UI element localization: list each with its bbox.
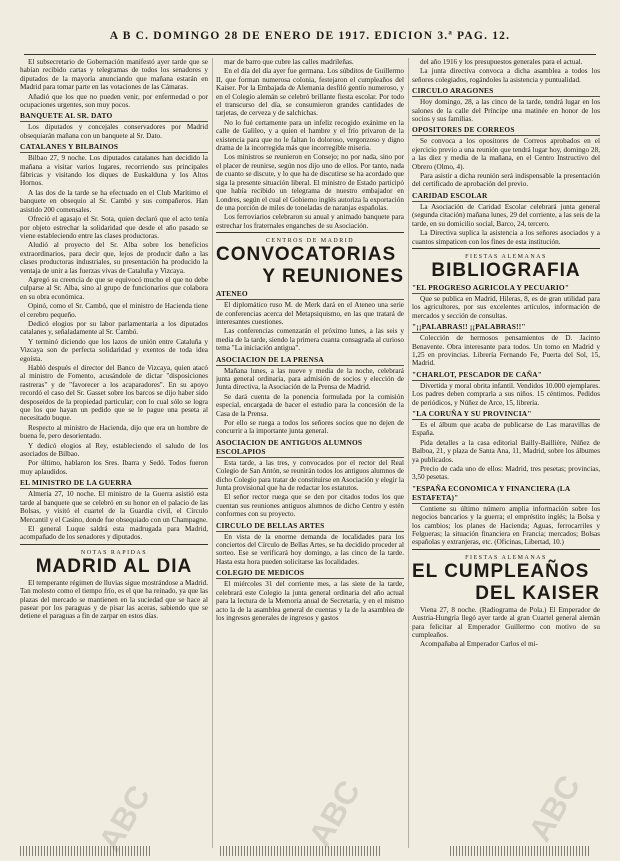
columns-container xyxy=(20,58,600,848)
article-paragraph: El miércoles 31 del corriente mes, a las siete de la tarde, celebrará este Colegio la junta general ordinaria del año actual para la lectura de la Memoria anual de Secretaría, y en el mismo acto la de la asamblea general de cuentas y la de la asamblea de los ingresos generales de ingresos y gastos xyxy=(216,580,404,622)
section-title: CONVOCATORIAS xyxy=(216,244,397,266)
article-paragraph: El subsecretario de Gobernación manifestó ayer tarde que se habían recibido cartas y telegramas de todos los senadores y diputados de la mayoría anunciando que mañana estarán en Madrid para tomar parte en las votaciones de las Cámaras. xyxy=(20,58,208,92)
column-1 xyxy=(20,58,208,848)
article-paragraph: Contiene su último número amplia información sobre los negocios bancarios y la guerra; el empréstito inglés; la Bolsa y los cambios; los planes de Hacienda; Aguas, ferrocarriles y Felgueras; la situación financiera en Francia; mercados; Bolsas españolas y extranjeras, etc. (Oficinas, Libertad, 10.) xyxy=(412,504,600,547)
article-paragraph: Los ministros se reunieron en Consejo; no por nada, sino por el placer de reunirse, según nos dijo uno de ellos. Por tanto, nada de cuanto se discute, y lo que ha de discutirse se ha acordado que siga la presente situación liberal. El ministro de Estado participó que había recibido un telegrama de nuestro embajador en Londres, según el cual el Gobierno inglés autoriza la exportación de una porción de miles de toneladas de naranjas españolas. xyxy=(216,153,404,212)
barcode-strip xyxy=(20,846,150,856)
section-kicker: CENTROS DE MADRID xyxy=(265,238,355,245)
section-heading: CIRCULO DE BELLAS ARTES xyxy=(216,521,404,532)
article-paragraph: Los diputados y concejales conservadores por Madrid obsequiarán mañana con un banquete al Sr. Dato. xyxy=(20,123,208,140)
section-heading: "ESPAÑA ECONOMICA Y FINANCIERA (LA ESTAFETA)" xyxy=(412,484,600,504)
masthead-line: A B C. DOMINGO 28 DE ENERO DE 1917. EDICION 3.ª PAG. 12. xyxy=(109,30,511,42)
watermark-text: ABC xyxy=(91,779,158,858)
article-paragraph: Viena 27, 8 noche. (Radiograma de Pola.) El Emperador de Austria-Hungría llegó ayer tarde al gran Cuartel general alemán para felicitar al Emperador Guillermo con motivo de su cumpleaños. xyxy=(412,605,600,640)
section-title: Y REUNIONES xyxy=(262,266,404,288)
section-heading: ATENEO xyxy=(216,289,404,300)
watermark-text: ABC xyxy=(301,774,368,853)
section-heading: "LA CORUÑA Y SU PROVINCIA" xyxy=(412,409,600,420)
article-paragraph: Dedicó elogios por su labor parlamentaria a los diputados catalanes y, señaladamente al Sr. Cambó. xyxy=(20,319,208,337)
section-heading: "CHARLOT, PESCADOR DE CAÑA" xyxy=(412,370,600,381)
column-2 xyxy=(216,58,404,848)
section-title: DEL KAISER xyxy=(475,582,600,604)
article-paragraph: Los ferroviarios celebraron su anual y animado banquete para estrechar los fraternales enganches de su Asociación. xyxy=(216,213,404,230)
article-paragraph: Añadió que los que no pueden venir, por enfermedad o por ocupaciones urgentes, son muy pocos. xyxy=(20,92,208,110)
article-paragraph: Agregó su creencia de que se equivocó mucho el que no debe culparse al Sr. Alba, sino al grupo de funcionarios que colabora en su obra económica. xyxy=(20,275,208,301)
section-title: MADRID AL DIA xyxy=(35,555,193,577)
article-paragraph: Opinó, como el Sr. Cambó, que el ministro de Hacienda tiene el cerebro pequeño. xyxy=(20,302,208,319)
article-paragraph: Almería 27, 10 noche. El ministro de la Guerra asistió esta tarde al banquete que se celebró en su honor en el palacio de las Bolsas, y visitó el cuartel de la Guardia civil, el Círculo Mercantil y el Casino, donde fue obsequiado con un Champagne. xyxy=(20,490,208,524)
article-paragraph: mar de barro que cubre las calles madrileñas. xyxy=(224,58,354,66)
article-paragraph: Precio de cada uno de ellos: Madrid, tres pesetas; provincias, 3,50 pesetas. xyxy=(412,465,600,482)
article-paragraph: Respecto al ministro de Hacienda, dijo que era un hombre de buena fe, pero desorientado. xyxy=(20,423,208,441)
column-divider xyxy=(212,58,213,848)
barcode-strip xyxy=(450,846,590,856)
article-paragraph: Esta tarde, a las tres, y convocados por el rector del Real Colegio de San Antón, se reunirán todos los antiguos alumnos de dicho Colegio para tratar de constituirse en Asociación y elegir la Junta provisional que ha de redactar los estatutos. xyxy=(216,458,404,493)
article-paragraph: Por último, hablaron los Sres. Ibarra y Sedó. Todos fueron muy aplaudidos. xyxy=(20,459,208,476)
article-paragraph: Se convoca a los opositores de Correos aprobados en el ejercicio previo a una reunión que tendrá lugar hoy, domingo 28, a las diez y media de la mañana, en el Centro Instructivo del Obrero (Olmo, 4). xyxy=(412,137,600,171)
section-heading: CATALANES Y BILBAINOS xyxy=(20,142,208,153)
section-heading: CARIDAD ESCOLAR xyxy=(412,191,600,202)
section-heading: ASOCIACION DE LA PRENSA xyxy=(216,355,404,366)
section-heading: "¡¡PALABRAS!! ¡¡PALABRAS!!" xyxy=(412,322,600,333)
article-paragraph: El temperante régimen de lluvias sigue mostrándose a Madrid. Tan molesto como el tiempo frío, es el que ha reinado, ya que las plazas del mercado se mantienen en la suciedad que se hace al pasear por los paraguas y de pisar las aceras, sabiendo que se detiene el paraguas a fin de zarpar en estos días. xyxy=(20,578,208,621)
section-heading: ASOCIACION DE ANTIGUOS ALUMNOS ESCOLAPIOS xyxy=(216,438,404,458)
section-heading: OPOSITORES DE CORREOS xyxy=(412,125,600,136)
article-paragraph: Que se publica en Madrid, Hileras, 8, es de gran utilidad para los agricultores, por sus excelentes artículos, información de mercados y sección de consultas. xyxy=(412,294,600,320)
article-paragraph: No lo fué certamente para un infeliz recogido exánime en la calle de Galileo, y a quien el hambre y el frío privaron de la existencia para que no le faltan lo doloroso, vergonzoso y digno drama de la incorregida más que incorregible miseria. xyxy=(216,118,404,153)
section-rule xyxy=(20,544,208,545)
section-title: BIBLIOGRAFIA xyxy=(431,259,581,281)
article-paragraph: La Asociación de Caridad Escolar celebrará junta general (segunda citación) mañana lunes, 29 del corriente, a las seis de la tarde, en su domicilio social, Barco, 24, tercero. xyxy=(412,202,600,228)
article-paragraph: Y dedicó elogios al Rey, estableciendo el saludo de los asociados de Bilbao. xyxy=(20,441,208,459)
article-paragraph: Acompañaba al Emperador Carlos el mi- xyxy=(420,640,538,649)
article-paragraph: Es el álbum que acaba de publicarse de Las maravillas de España. xyxy=(412,420,600,438)
section-kicker: NOTAS RAPIDAS xyxy=(80,549,148,556)
page-masthead xyxy=(24,30,596,55)
section-heading: BANQUETE AL SR. DATO xyxy=(20,111,208,122)
article-paragraph: A las dos de la tarde se ha efectuado en el Club Marítimo el banquete en obsequio al Sr. Cambó y sus compañeros. Han asistido 200 comensales. xyxy=(20,188,208,214)
section-kicker: FIESTAS ALEMANAS xyxy=(465,554,547,561)
article-paragraph: Para asistir a dicha reunión será indispensable la presentación del certificado de aprobación del previo. xyxy=(412,172,600,189)
article-paragraph: Mañana lunes, a las nueve y media de la noche, celebrará junta general ordinaria, para admisión de socios y elección de Junta directiva, la Asociación de la Prensa de Madrid. xyxy=(216,366,404,392)
article-paragraph: La junta directiva convoca a dicha asamblea a todos los señores colegiados, rogándoles la asistencia y puntualidad. xyxy=(412,67,600,84)
section-heading: "EL PROGRESO AGRICOLA Y PECUARIO" xyxy=(412,283,600,294)
article-paragraph: Las conferencias comenzarán el próximo lunes, a las seis y media de la tarde, siendo la primera cuanta consagrada al curioso tema "La iniciación antigua". xyxy=(216,327,404,353)
article-paragraph: Divertida y moral obrita infantil. Vendidos 10.000 ejemplares. Los padres deben comprarla a sus niños. 15 céntimos. Pedidos de periódicos, y Núñez de Arce, 15, librería. xyxy=(412,381,600,407)
article-paragraph: En vista de la enorme demanda de localidades para los conciertos del Círculo de Bellas Artes, se ha decidido proceder al sorteo. Ese se verificará hoy domingo, a las cinco de la tarde. Hasta esta hora pueden solicitarse las localidades. xyxy=(216,532,404,566)
article-paragraph: Ofreció el agasajo el Sr. Sota, quien declaró que el acto tenía por objeto estrechar la solidaridad que desde el año pasado se viene estableciendo entre las clases productoras. xyxy=(20,215,208,240)
article-paragraph: El diplomático ruso M. de Merk dará en el Ateneo una serie de conferencias acerca del Metapsiquismo, en las que tratará de interesantes cuestiones. xyxy=(216,301,404,326)
barcode-strip xyxy=(220,846,380,856)
article-paragraph: del año 1916 y los presupuestos generales para el actual. xyxy=(420,58,583,66)
section-heading: COLEGIO DE MEDICOS xyxy=(216,568,404,579)
section-heading: CIRCULO ARAGONES xyxy=(412,86,600,97)
article-paragraph: Bilbao 27, 9 noche. Los diputados catalanes han decidido la mañana a visitar varios lugares, recorriendo sus principales fábricas y visitando los diques de Euskalduna y los Altos Hornos. xyxy=(20,154,208,188)
column-3 xyxy=(412,58,600,848)
article-paragraph: El señor rector ruega que se den por citados todos los que cuentan sus reuniones antiguos alumnos de dicho Centro y estén conformes con su proyecto. xyxy=(216,493,404,519)
article-paragraph: Colección de hermosos pensamientos de D. Jacinto Benavente. Obra interesante para todos. Un tomo en Madrid y 1,25 en provincias. Librería Fernando Fe, Puerta del Sol, 15, Madrid. xyxy=(412,334,600,368)
section-heading: EL MINISTRO DE LA GUERRA xyxy=(20,478,208,489)
section-rule xyxy=(216,232,404,233)
section-rule xyxy=(412,549,600,550)
article-paragraph: Por ello se ruega a todos los señores socios que no dejen de concurrir a la importante junta general. xyxy=(216,419,404,436)
footer-barcode xyxy=(20,846,600,856)
article-paragraph: Se dará cuenta de la ponencia formulada por la comisión especial, encargada de hacer el estudio para la concesión de la Casa de la Prensa. xyxy=(216,392,404,418)
article-paragraph: El general Luque saldrá esta madrugada para Madrid, acompañado de los senadores y diputados. xyxy=(20,524,208,542)
article-paragraph: Aludió al proyecto del Sr. Alba sobre los beneficios extraordinarios, para decir que, lejos de producir daño a las clases productoras industriales, su presentación ha producido la ventaja de unir a las fuerzas vivas de Cataluña y Vizcaya. xyxy=(20,241,208,275)
article-paragraph: La Directiva suplica la asistencia a los señores asociados y a cuantos simpaticen con los fines de esta institución. xyxy=(412,229,600,246)
column-divider xyxy=(408,58,409,848)
article-paragraph: Pida detalles a la casa editorial Bailly-Baillière, Núñez de Balboa, 21, y plaza de Santa Ana, 11, Madrid, sobre los álbumes ya publicados. xyxy=(412,438,600,464)
article-paragraph: Y terminó diciendo que los lazos de unión entre Cataluña y Vizcaya son de perfecta solidaridad y exentos de toda idea egoísta. xyxy=(20,337,208,363)
watermark-text: ABC xyxy=(521,769,588,848)
section-title: EL CUMPLEAÑOS xyxy=(412,560,590,582)
article-paragraph: Habló después el director del Banco de Vizcaya, quien atacó al ministro de Fomento, acusándole de dictar "disposiciones rastreras" y de "favorecer a los acaparadores". En su apoyo recordó el caso del Sr. Gasset sobre los barcos se dijo haber sido desposeídos de la propiedad particular; con lo cual sólo se logra que los que hayan un pedido que se le pague una peseta al necesitado buque. xyxy=(20,364,208,423)
section-kicker: FIESTAS ALEMANAS xyxy=(465,253,547,260)
article-paragraph: Hoy domingo, 28, a las cinco de la tarde, tendrá lugar en los salones de la calle del Príncipe una matinée en honor de los socios y sus familias. xyxy=(412,98,600,124)
article-paragraph: En el día del día ayer fue germana. Los súbditos de Guillermo II, que forman numerosa colonia, festejaron el cumpleaños del Kaiser. Por la Embajada de Alemania desfiló gentío numeroso, y en el Colegio alemán se celebró brillante fiesta escolar. Por todo el transcurso del día, se consumieron grandes cantidades de tarjetas, de cerveza y de salchichas. xyxy=(216,67,404,118)
section-rule xyxy=(412,248,600,249)
